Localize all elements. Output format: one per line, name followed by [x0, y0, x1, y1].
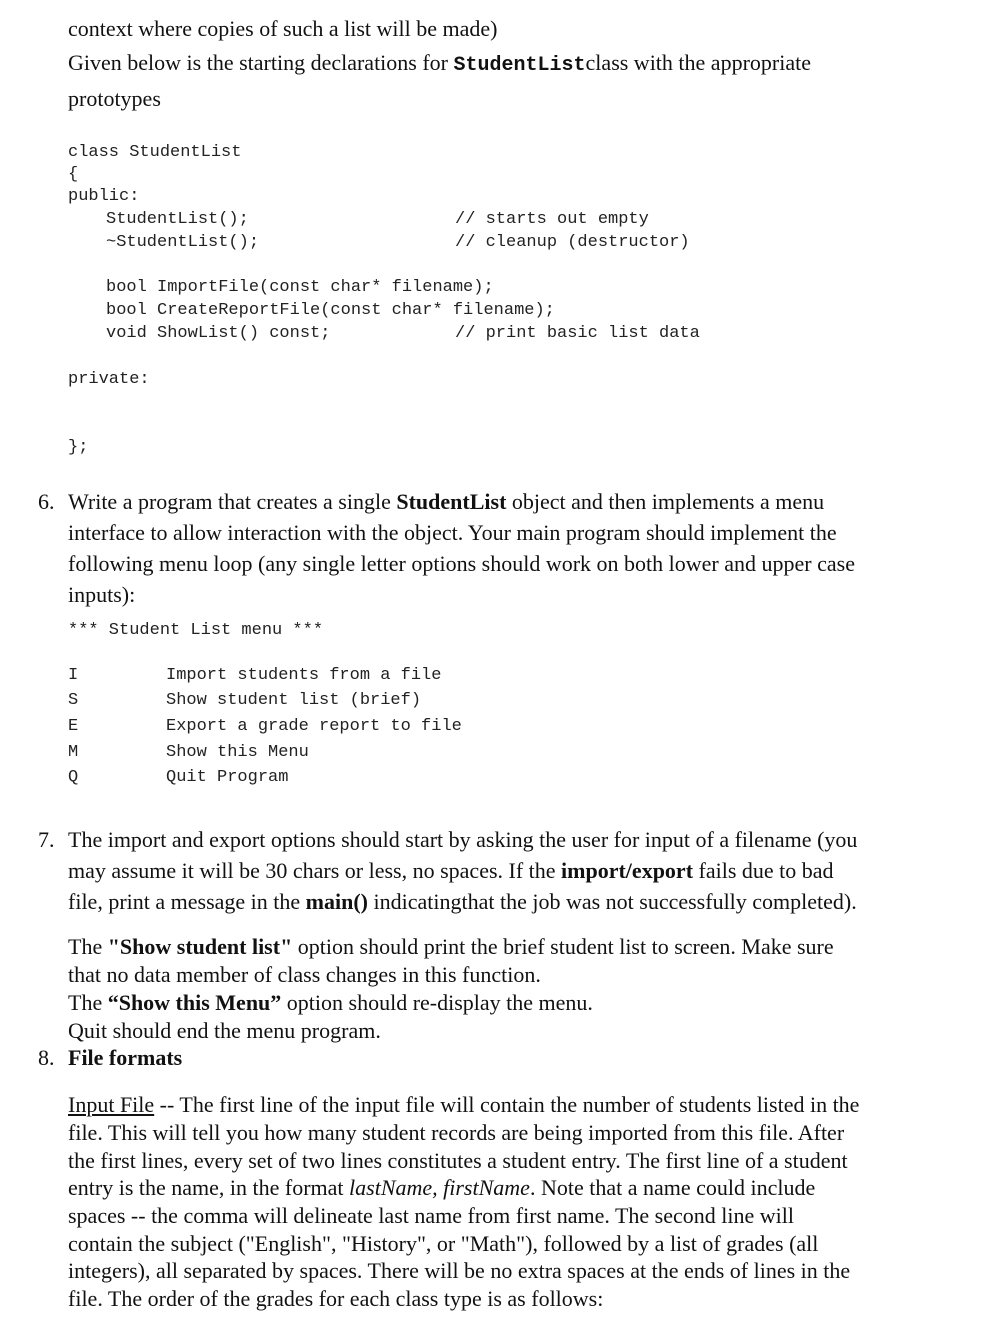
code-private: private:	[68, 370, 150, 389]
class-name-code: StudentList	[453, 54, 586, 77]
item-8-line-4	[68, 1173, 815, 1203]
p2-line-3-pre: The	[68, 990, 108, 1015]
menu-label: Quit Program	[166, 768, 289, 787]
item-6-line-1	[68, 487, 824, 517]
item-8-line-2: file. This will tell you how many student records are being imported from this file. After	[68, 1120, 845, 1145]
main-bold: main()	[305, 889, 368, 914]
item-7-line-3-pre: file, print a message in the	[68, 889, 306, 914]
intro-line-3: prototypes	[68, 86, 161, 111]
code-close: };	[68, 438, 89, 457]
item-8-line-1-post: -- The first line of the input file will contain the number of students listed in the	[154, 1092, 860, 1117]
item-7-line-2	[68, 856, 834, 886]
item-8-line-6: contain the subject ("English", "History", or "Math"), followed by a list of grades (all	[68, 1231, 819, 1256]
item-6-line-3: following menu loop (any single letter options should work on both lower and upper case	[68, 551, 855, 576]
item-7-line-3-post: indicatingthat the job was not successfully completed).	[367, 889, 857, 914]
studentlist-bold: StudentList	[396, 489, 507, 514]
item-7-line-1: The import and export options should start by asking the user for input of a filename (you	[68, 827, 858, 852]
item-8-line-4-post: . Note that a name could include	[529, 1175, 816, 1200]
item-8-line-1	[68, 1090, 859, 1120]
code-open-brace: {	[68, 165, 79, 184]
code-dtor-comment: // cleanup (destructor)	[455, 233, 690, 252]
intro-line-2-post: class with the appropriate	[585, 50, 811, 75]
code-ctor: StudentList();	[106, 210, 249, 229]
item-7-p2-line-3	[68, 988, 593, 1018]
item-6-line-4: inputs):	[68, 582, 136, 607]
menu-key: S	[68, 691, 79, 710]
menu-label: Show student list (brief)	[166, 691, 422, 710]
item-7-number: 7.	[38, 827, 55, 852]
p2-line-1-pre: The	[68, 934, 108, 959]
intro-line-2-text: Given below is the starting declarations for	[68, 50, 454, 75]
item-8-line-3: the first lines, every set of two lines constitutes a student entry. The first line of a student	[68, 1148, 848, 1173]
show-student-list-bold: "Show student list"	[107, 934, 293, 959]
code-show: void ShowList() const;	[106, 324, 331, 343]
item-8-title: File formats	[68, 1045, 183, 1070]
item-8-line-7: integers), all separated by spaces. There will be no extra spaces at the ends of lines in the	[68, 1258, 851, 1283]
p2-line-3-post: option should re-display the menu.	[281, 990, 593, 1015]
menu-key: Q	[68, 768, 79, 787]
menu-title: *** Student List menu ***	[68, 621, 324, 640]
show-this-menu-bold: “Show this Menu”	[107, 990, 282, 1015]
item-7-p2-line-1	[68, 932, 834, 962]
item-7-p2-line-4: Quit should end the menu program.	[68, 1018, 381, 1043]
item-8-line-5: spaces -- the comma will delineate last name from first name. The second line will	[68, 1203, 794, 1228]
name-format-italic: lastName, firstName	[349, 1175, 530, 1200]
menu-key: I	[68, 666, 79, 685]
code-ctor-comment: // starts out empty	[455, 210, 649, 229]
item-6-line-1-pre: Write a program that creates a single	[68, 489, 397, 514]
item-7-line-2-post: fails due to bad	[693, 858, 834, 883]
item-7-line-3	[68, 887, 857, 917]
item-6-line-1-post: object and then implements a menu	[506, 489, 825, 514]
import-export-bold: import/export	[561, 858, 694, 883]
item-6-number: 6.	[38, 489, 55, 514]
intro-line-2	[68, 48, 811, 81]
item-7-line-2-pre: may assume it will be 30 chars or less, no spaces. If the	[68, 858, 562, 883]
input-file-underlined: Input File	[68, 1092, 155, 1117]
menu-label: Import students from a file	[166, 666, 442, 685]
intro-line-1: context where copies of such a list will be made)	[68, 16, 498, 41]
code-dtor: ~StudentList();	[106, 233, 260, 252]
menu-label: Show this Menu	[166, 743, 309, 762]
item-7-p2-line-2: that no data member of class changes in this function.	[68, 962, 541, 987]
code-public: public:	[68, 187, 140, 206]
item-8-line-4-pre: entry is the name, in the format	[68, 1175, 350, 1200]
menu-key: E	[68, 717, 79, 736]
code-show-comment: // print basic list data	[455, 324, 700, 343]
p2-line-1-post: option should print the brief student list to screen. Make sure	[292, 934, 834, 959]
code-class-decl: class StudentList	[68, 143, 242, 162]
item-8-number: 8.	[38, 1045, 55, 1070]
menu-key: M	[68, 743, 79, 762]
item-6-line-2: interface to allow interaction with the object. Your main program should implement the	[68, 520, 837, 545]
item-8-line-8: file. The order of the grades for each class type is as follows:	[68, 1286, 604, 1311]
menu-label: Export a grade report to file	[166, 717, 462, 736]
code-import: bool ImportFile(const char* filename);	[106, 278, 494, 297]
code-create: bool CreateReportFile(const char* filename);	[106, 301, 555, 320]
